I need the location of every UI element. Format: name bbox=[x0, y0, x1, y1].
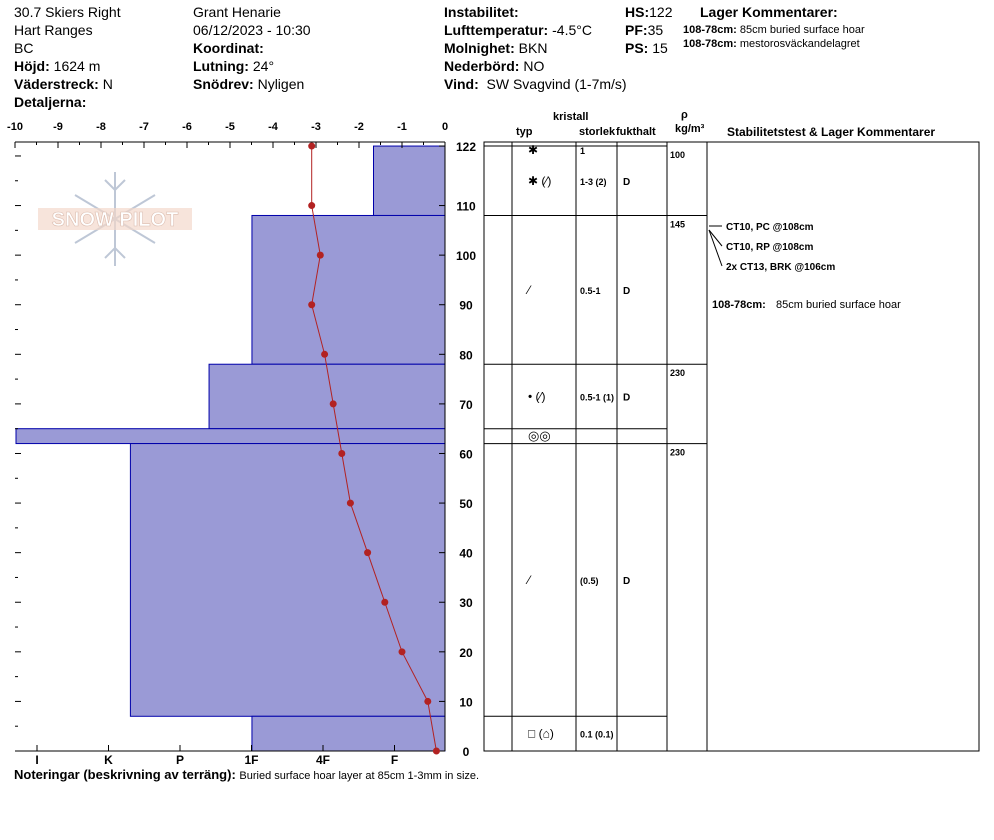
temperature-point bbox=[381, 599, 388, 606]
height-tick-label: 70 bbox=[459, 397, 473, 412]
temperature-point bbox=[364, 549, 371, 556]
crystal-size: 0.5-1 (1) bbox=[580, 392, 615, 403]
notes-row bbox=[14, 767, 479, 783]
temp-tick-label: -4 bbox=[268, 121, 278, 133]
stability-test-arrow bbox=[709, 230, 722, 246]
rho-header: ρ bbox=[681, 109, 688, 121]
temp-tick-label: -10 bbox=[7, 121, 23, 133]
hardness-tick-label: 4F bbox=[315, 753, 331, 767]
temp-tick-label: -2 bbox=[354, 121, 364, 133]
temperature-point bbox=[399, 648, 406, 655]
stability-test: 2x CT13, BRK @106cm bbox=[726, 262, 836, 273]
snowpilot-logo bbox=[38, 172, 192, 266]
instability-label: Instabilitet: bbox=[444, 4, 519, 20]
stability-test: CT10, PC @108cm bbox=[726, 222, 814, 233]
height-tick-label: 90 bbox=[459, 298, 473, 313]
datetime: 06/12/2023 - 10:30 bbox=[193, 22, 311, 38]
watermark-text: SNOW PILOT bbox=[51, 209, 179, 231]
layer-hardness-bar bbox=[252, 716, 445, 751]
temp-tick-label: -8 bbox=[96, 121, 106, 133]
wind-label: Vind: bbox=[444, 76, 479, 92]
precip-label: Nederbörd: bbox=[444, 58, 520, 74]
aspect-label: Väderstreck: bbox=[14, 76, 99, 92]
layer-hardness-bar bbox=[209, 364, 445, 428]
crystal-size: 0.5-1 bbox=[580, 285, 601, 296]
notes-text: Buried surface hoar layer at 85cm 1-3mm in size. bbox=[239, 770, 480, 782]
density-unit-header: kg/m³ bbox=[675, 123, 705, 135]
layer-comment-text: 85cm buried surface hoar bbox=[739, 24, 865, 36]
height-tick-label: 20 bbox=[459, 645, 473, 660]
size-header: storlek bbox=[579, 126, 616, 138]
layer-hardness-bar bbox=[252, 215, 445, 364]
height-tick-label: 110 bbox=[456, 199, 476, 214]
height-tick-label: 10 bbox=[459, 695, 473, 710]
height-tick-label: 80 bbox=[459, 348, 473, 363]
elevation-value: 1624 m bbox=[53, 58, 101, 74]
height-tick-label: 30 bbox=[459, 596, 473, 611]
layer-hardness-bar bbox=[130, 444, 445, 717]
layer-comment-text: mestorosväckandelagret bbox=[739, 38, 860, 50]
pf-value: 35 bbox=[647, 22, 664, 38]
moisture-value: D bbox=[623, 575, 631, 587]
temperature-point bbox=[308, 202, 315, 209]
height-tick-label: 40 bbox=[459, 546, 473, 561]
hardness-tick-label: F bbox=[390, 753, 399, 767]
snowdrift-value: Nyligen bbox=[257, 76, 305, 92]
airtemp-value: -4.5°C bbox=[552, 22, 592, 38]
crystal-type: ◎◎ bbox=[528, 428, 551, 444]
stability-header: Stabilitetstest & Lager Kommentarer bbox=[727, 125, 936, 139]
layer-comments-label: Lager Kommentarer: bbox=[700, 4, 838, 20]
crystal-type: ✱ bbox=[528, 143, 539, 157]
hs-value: 122 bbox=[649, 4, 673, 20]
airtemp-label: Lufttemperatur: bbox=[444, 22, 549, 38]
height-tick-label: 100 bbox=[455, 249, 477, 264]
hardness-tick-label: K bbox=[104, 753, 113, 767]
moisture-value: D bbox=[623, 285, 631, 297]
crystal-type: ⁄ bbox=[528, 282, 531, 297]
crystal-type: ✱ (⁄) bbox=[528, 173, 552, 188]
temperature-point bbox=[347, 500, 354, 507]
temperature-point bbox=[321, 351, 328, 358]
notes-label: Noteringar (beskrivning av terräng): bbox=[14, 767, 236, 782]
layer-hardness-bar bbox=[374, 146, 446, 215]
temperature-point bbox=[308, 301, 315, 308]
density-value: 145 bbox=[670, 219, 686, 230]
density-value: 230 bbox=[670, 368, 686, 379]
height-tick-label: 0 bbox=[462, 745, 470, 759]
pf-label: PF: bbox=[625, 22, 648, 38]
crystal-size: 1 bbox=[580, 146, 586, 156]
temp-tick-label: -9 bbox=[53, 121, 63, 133]
crystal-size: 0.1 (0.1) bbox=[580, 729, 614, 740]
province: BC bbox=[14, 40, 34, 56]
slope-value: 24° bbox=[252, 58, 275, 74]
location: 30.7 Skiers Right bbox=[14, 4, 121, 20]
moisture-value: D bbox=[623, 392, 631, 404]
ps-label: PS: bbox=[625, 40, 649, 56]
sky-label: Molnighet: bbox=[444, 40, 515, 56]
layer-hardness-bar bbox=[16, 429, 445, 444]
slope-label: Lutning: bbox=[193, 58, 249, 74]
layer-table-frame bbox=[484, 142, 979, 751]
precip-value: NO bbox=[523, 58, 545, 74]
density-value: 100 bbox=[670, 150, 686, 161]
moisture-header: fukthalt bbox=[616, 126, 656, 138]
crystal-type: • (⁄) bbox=[528, 389, 546, 404]
wind-value: SW Svagvind (1-7m/s) bbox=[486, 76, 627, 92]
density-value: 230 bbox=[670, 447, 686, 458]
temp-tick-label: -7 bbox=[139, 121, 149, 133]
sky-value: BKN bbox=[518, 40, 548, 56]
details-label: Detaljerna: bbox=[14, 94, 87, 110]
temperature-point bbox=[338, 450, 345, 457]
crystal-size: 1-3 (2) bbox=[580, 176, 607, 187]
stability-test-arrow bbox=[709, 230, 722, 266]
observer: Grant Henarie bbox=[193, 4, 281, 20]
crystal-type: ⁄ bbox=[528, 572, 531, 587]
temperature-point bbox=[330, 400, 337, 407]
height-tick-label: 50 bbox=[459, 497, 473, 512]
temp-tick-label: -1 bbox=[397, 121, 407, 133]
ps-value: 15 bbox=[652, 40, 668, 56]
temp-tick-label: -3 bbox=[311, 121, 321, 133]
layer-comment-range: 108-78cm: bbox=[683, 24, 737, 36]
hardness-tick-label: I bbox=[35, 753, 39, 767]
temperature-point bbox=[433, 748, 440, 755]
stability-comment-text: 85cm buried surface hoar bbox=[776, 299, 901, 311]
stability-comment-range: 108-78cm: bbox=[712, 299, 766, 311]
type-header: typ bbox=[516, 126, 533, 138]
temp-tick-label: -5 bbox=[225, 121, 235, 133]
temperature-point bbox=[424, 698, 431, 705]
height-tick-label: 122 bbox=[455, 140, 477, 155]
coord-label: Koordinat: bbox=[193, 40, 264, 56]
moisture-value: D bbox=[623, 176, 631, 188]
temp-tick-label: -6 bbox=[182, 121, 192, 133]
hardness-tick-label: P bbox=[175, 753, 185, 767]
crystal-header: kristall bbox=[553, 111, 589, 123]
crystal-type: □ (⌂) bbox=[528, 726, 554, 741]
snowdrift-label: Snödrev: bbox=[193, 76, 254, 92]
temperature-point bbox=[317, 252, 324, 259]
temp-tick-label: 0 bbox=[441, 121, 449, 133]
stability-test: CT10, RP @108cm bbox=[726, 242, 814, 253]
height-tick-label: 60 bbox=[459, 447, 473, 462]
range: Hart Ranges bbox=[14, 22, 93, 38]
temperature-point bbox=[308, 143, 315, 150]
elevation-label: Höjd: bbox=[14, 58, 50, 74]
aspect-value: N bbox=[102, 76, 113, 92]
crystal-size: (0.5) bbox=[580, 575, 599, 586]
layer-comment-range: 108-78cm: bbox=[683, 38, 737, 50]
hs-label: HS: bbox=[625, 4, 650, 20]
hardness-tick-label: 1F bbox=[244, 753, 259, 767]
